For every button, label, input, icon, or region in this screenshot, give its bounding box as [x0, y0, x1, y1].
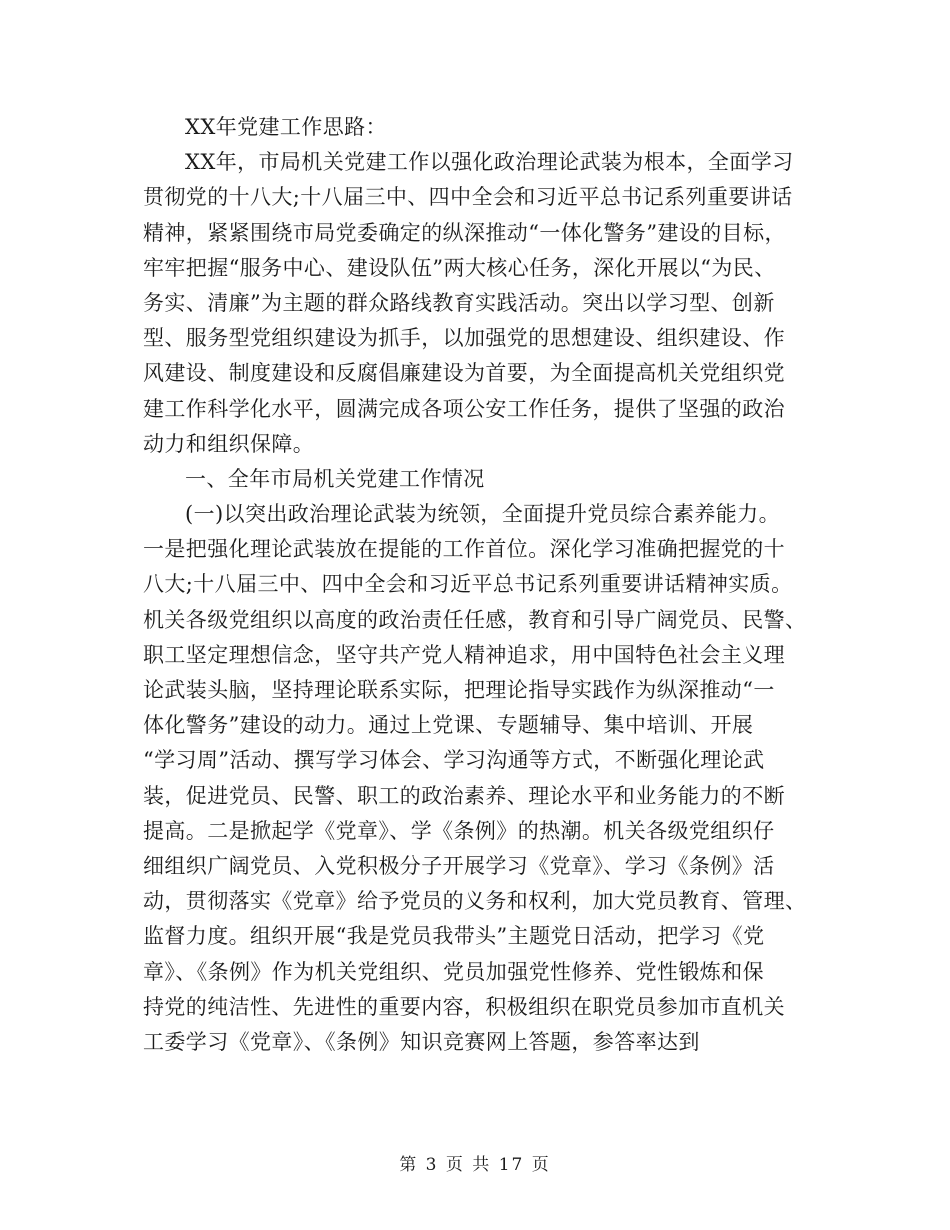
paragraph-line: 八大;十八届三中、四中全会和习近平总书记系列重要讲话精神实质。 — [143, 572, 793, 597]
paragraph-line: 职工坚定理想信念，坚守共产党人精神追求，用中国特色社会主义理 — [143, 642, 785, 667]
paragraph-line: 工委学习《党章》、《条例》知识竞赛网上答题，参答率达到 — [143, 1029, 700, 1054]
document-body — [143, 110, 811, 1060]
paragraph-line: “学习周”活动、撰写学习体会、学习沟通等方式，不断强化理论武 — [143, 748, 765, 773]
page-number-footer: 第 3 页 共 17 页 — [399, 1155, 551, 1175]
paragraph-line: 监督力度。组织开展“我是党员我带头”主题党日活动，把学习《党 — [143, 924, 765, 949]
paragraph-line: 牢牢把握“服务中心、建设队伍”两大核心任务，深化开展以“为民、 — [143, 255, 776, 280]
heading-work-ideas: XX年党建工作思路： — [185, 115, 387, 139]
paragraph-line: 动，贯彻落实《党章》给予党员的义务和权利，加大党员教育、管理、 — [143, 889, 807, 914]
paragraph-line: 提高。二是掀起学《党章》、学《条例》的热潮。机关各级党组织仔 — [143, 818, 775, 843]
paragraph-line: 论武装头脑，坚持理论联系实际，把理论指导实践作为纵深推动“一 — [143, 678, 775, 702]
paragraph-line: 型、服务型党组织建设为抓手，以加强党的思想建设、组织建设、作 — [143, 326, 785, 351]
paragraph-line: 动力和组织保障。 — [143, 431, 315, 456]
paragraph-line: 贯彻党的十八大;十八届三中、四中全会和习近平总书记系列重要讲话 — [143, 185, 793, 210]
paragraph-line: 精神，紧紧围绕市局党委确定的纵深推动“一体化警务”建设的目标， — [143, 220, 786, 245]
paragraph-line: 建工作科学化水平，圆满完成各项公安工作任务，提供了坚强的政治 — [143, 396, 785, 421]
paragraph-line: 细组织广阔党员、入党积极分子开展学习《党章》、学习《条例》活 — [143, 853, 775, 878]
paragraph-line: 装，促进党员、民警、职工的政治素养、理论水平和业务能力的不断 — [143, 783, 785, 808]
paragraph-line: XX年，市局机关党建工作以强化政治理论武装为根本，全面学习 — [185, 150, 794, 175]
paragraph-line: 体化警务”建设的动力。通过上党课、专题辅导、集中培训、开展 — [143, 713, 754, 738]
section-heading: 一、全年市局机关党建工作情况 — [185, 466, 485, 491]
paragraph-line: 持党的纯洁性、先进性的重要内容，积极组织在职党员参加市直机关 — [143, 994, 785, 1019]
subsection-heading: (一)以突出政治理论武装为统领，全面提升党员综合素养能力。 — [185, 502, 780, 527]
paragraph-line: 风建设、制度建设和反腐倡廉建设为首要，为全面提高机关党组织党 — [143, 361, 785, 386]
paragraph-line: 章》、《条例》作为机关党组织、党员加强党性修养、党性锻炼和保 — [143, 959, 764, 984]
paragraph-line: 务实、清廉”为主题的群众路线教育实践活动。突出以学习型、创新 — [143, 290, 775, 315]
paragraph-line: 机关各级党组织以高度的政治责任任感，教育和引导广阔党员、民警、 — [143, 607, 807, 632]
paragraph-line: 一是把强化理论武装放在提能的工作首位。深化学习准确把握党的十 — [143, 537, 785, 562]
